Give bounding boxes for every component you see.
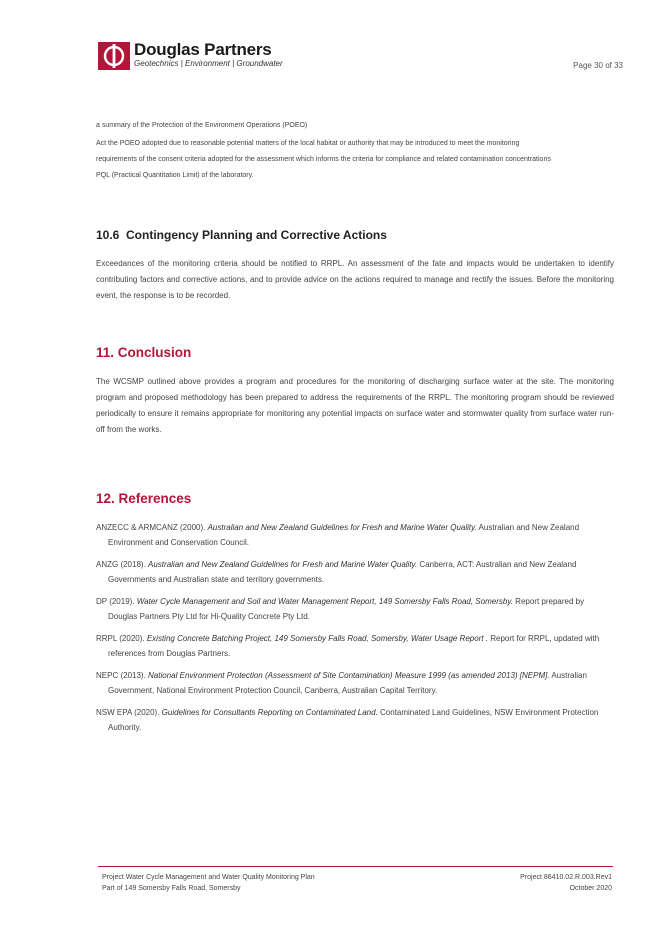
reference-item: NSW EPA (2020). Guidelines for Consultants Reporting on Contaminated Land. Contaminated Land Guidelines, NSW Environment Protection Authority. (96, 708, 599, 732)
reference-item: ANZG (2018). Australian and New Zealand Guidelines for Fresh and Marine Water Quality. Canberra, ACT: Australian and New Zealand Governments and Australian state and territory governments. (96, 560, 577, 584)
logo-mark-icon (98, 42, 130, 70)
conclusion-paragraph: The WCSMP outlined above provides a program and procedures for the monitoring of discharging surface water at the site. The monitoring program and proposed methodology has been prepared to address the requirements of the RRPL. The monitoring program should be reviewed periodically to ensure it remains appropriate for monitoring any potential impacts on surface water and stormwater quality from surface water run-off from the works. (96, 377, 614, 434)
intro-line: PQL (Practical Quantitation Limit) of the laboratory. (96, 172, 254, 179)
intro-line: requirements of the consent criteria adopted for the assessment which informs the criteria for compliance and related contamination concentrations (96, 156, 551, 163)
conclusion-heading: 11. Conclusion (96, 345, 192, 360)
reference-item: RRPL (2020). Existing Concrete Batching Project, 149 Somersby Falls Road, Somersby, Water Usage Report . Report for RRPL, updated with references from Douglas Partners. (96, 634, 600, 658)
references-list (96, 521, 614, 743)
brand-name: Douglas Partners (134, 40, 272, 59)
brand-tagline: Geotechnics | Environment | Groundwater (134, 59, 283, 68)
intro-line: a summary of the Protection of the Environment Operations (POEO) (96, 122, 308, 129)
references-heading: 12. References (96, 491, 192, 506)
page-number: Page 30 of 33 (573, 61, 623, 70)
reference-item: ANZECC & ARMCANZ (2000). Australian and New Zealand Guidelines for Fresh and Marine Water Quality. Australian and New Zealand Environment and Conservation Council. (96, 523, 580, 547)
company-logo (98, 42, 318, 72)
intro-block (96, 118, 614, 184)
contingency-paragraph: Exceedances of the monitoring criteria should be notified to RRPL. An assessment of the fate and impacts would be undertaken to identify contributing factors and corrective actions, and to provide advice on the actions required to manage and rectify the issues. Before the monitoring event, the response is to be recorded. (96, 259, 614, 300)
section-title: Contingency Planning and Corrective Actions (126, 228, 387, 242)
reference-item: NEPC (2013). National Environment Protection (Assessment of Site Contamination) Measure 1999 (as amended 2013) [NEPM]. Australian Government, National Environment Protection Council, Canberra, Australian Capital Territory. (96, 671, 587, 695)
footer-project-info (520, 872, 612, 894)
footer-date: October 2020 (569, 885, 612, 892)
footer-document-title (102, 872, 315, 894)
reference-item: DP (2019). Water Cycle Management and Soil and Water Management Report, 149 Somersby Falls Road, Somersby. Report prepared by Douglas Partners Pty Ltd for Hi-Quality Concrete Pty Ltd. (96, 597, 585, 621)
footer-title-line: Project Water Cycle Management and Water Quality Monitoring Plan (102, 874, 315, 881)
footer-divider (98, 866, 613, 867)
page-header (0, 0, 670, 80)
section-10-6-heading (96, 228, 387, 242)
section-number: 10.6 (96, 228, 120, 242)
intro-line: Act the POEO adopted due to reasonable potential matters of the local habitat or authority that may be introduced to meet the monitoring (96, 140, 520, 147)
footer-site-line: Part of 149 Somersby Falls Road, Somersby (102, 885, 241, 892)
footer-project-number: Project 86410.02.R.003.Rev1 (520, 874, 612, 881)
